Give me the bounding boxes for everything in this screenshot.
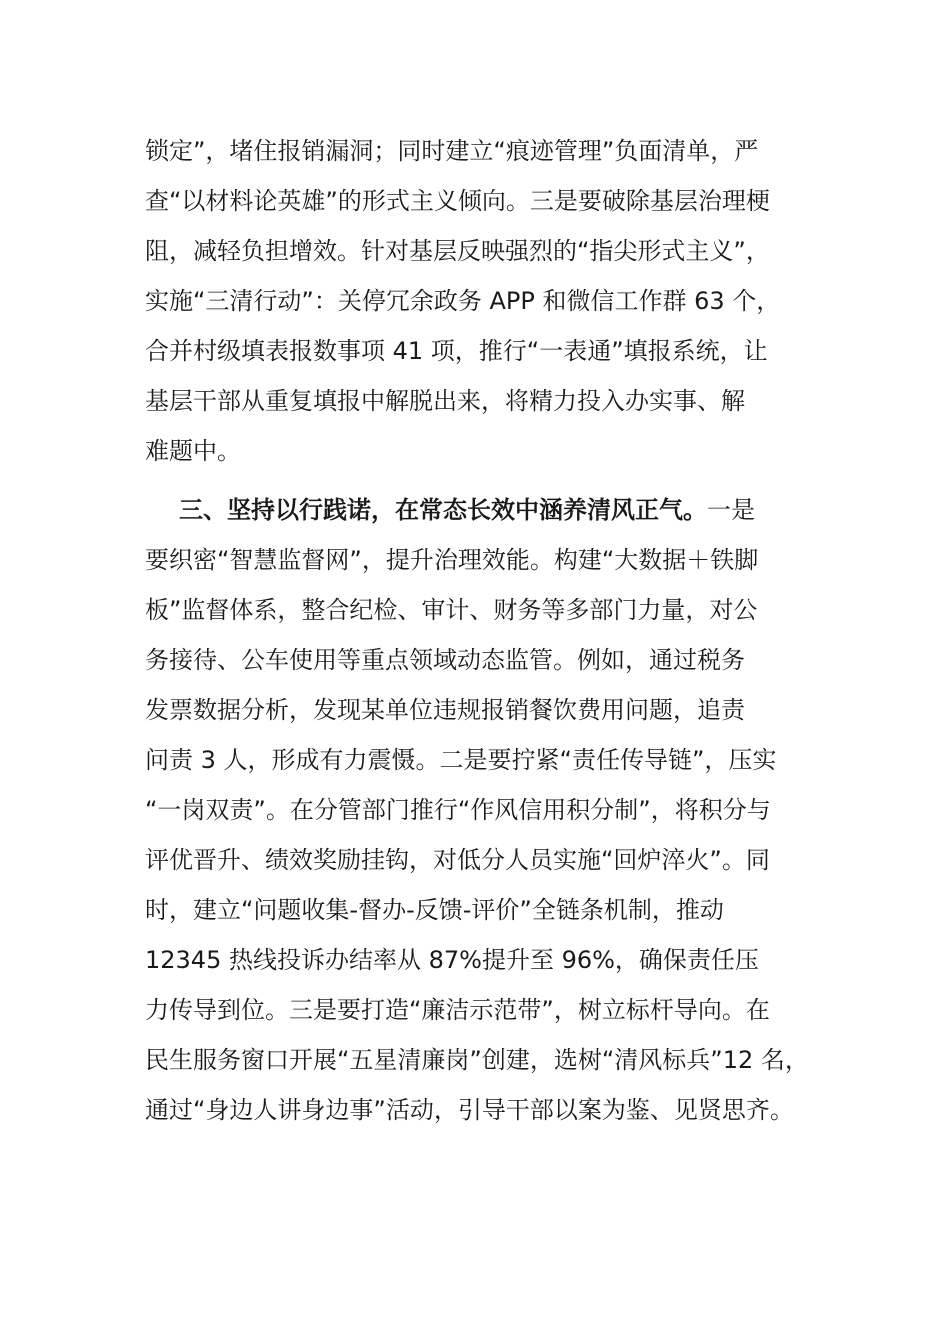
paragraph-1 [145, 126, 845, 476]
paragraph-2-line: 力传导到位。三是要打造“廉洁示范带”，树立标杆导向。在 [145, 996, 770, 1024]
section-heading: 三、坚持以行践诺，在常态长效中涵养清风正气。 [179, 496, 707, 524]
paragraph-2-first-line-rest: 一是 [707, 496, 755, 524]
paragraph-2-line: 评优晋升、绩效奖励挂钩，对低分人员实施“回炉淬火”。同 [145, 846, 770, 874]
paragraph-1-line: 阻，减轻负担增效。针对基层反映强烈的“指尖形式主义”， [145, 237, 770, 265]
paragraph-1-line: 查“以材料论英雄”的形式主义倾向。三是要破除基层治理梗 [145, 187, 770, 215]
paragraph-2-line: 务接待、公车使用等重点领域动态监管。例如，通过税务 [145, 646, 745, 674]
paragraph-1-line: 锁定”，堵住报销漏洞；同时建立“痕迹管理”负面清单，严 [145, 137, 759, 165]
paragraph-2-line: 要织密“智慧监督网”，提升治理效能。构建“大数据＋铁脚 [145, 546, 759, 574]
paragraph-2-line: 12345 热线投诉办结率从 87%提升至 96%，确保责任压 [145, 946, 759, 974]
paragraph-1-line: 合并村级填表报数事项 41 项，推行“一表通”填报系统，让 [145, 337, 768, 365]
paragraph-1-line: 实施“三清行动”：关停冗余政务 APP 和微信工作群 63 个， [145, 287, 781, 315]
paragraph-1-line: 基层干部从重复填报中解脱出来，将精力投入办实事、解 [145, 387, 745, 415]
paragraph-2-line: 发票数据分析，发现某单位违规报销餐饮费用问题，追责 [145, 696, 745, 724]
paragraph-1-line: 难题中。 [145, 437, 241, 465]
paragraph-2-line: 民生服务窗口开展“五星清廉岗”创建，选树“清风标兵”12 名， [145, 1046, 809, 1074]
paragraph-2-line: 时，建立“问题收集-督办-反馈-评价”全链条机制，推动 [145, 896, 724, 924]
paragraph-2-line: “一岗双责”。在分管部门推行“作风信用积分制”，将积分与 [145, 796, 771, 824]
paragraph-2-line: 通过“身边人讲身边事”活动，引导干部以案为鉴、见贤思齐。 [145, 1096, 794, 1124]
paragraph-2-line: 问责 3 人，形成有力震慑。二是要拧紧“责任传导链”，压实 [145, 746, 777, 774]
paragraph-2-first-line [145, 485, 845, 535]
paragraph-2-line: 板”监督体系，整合纪检、审计、财务等多部门力量，对公 [145, 596, 758, 624]
paragraph-2 [145, 485, 845, 1135]
